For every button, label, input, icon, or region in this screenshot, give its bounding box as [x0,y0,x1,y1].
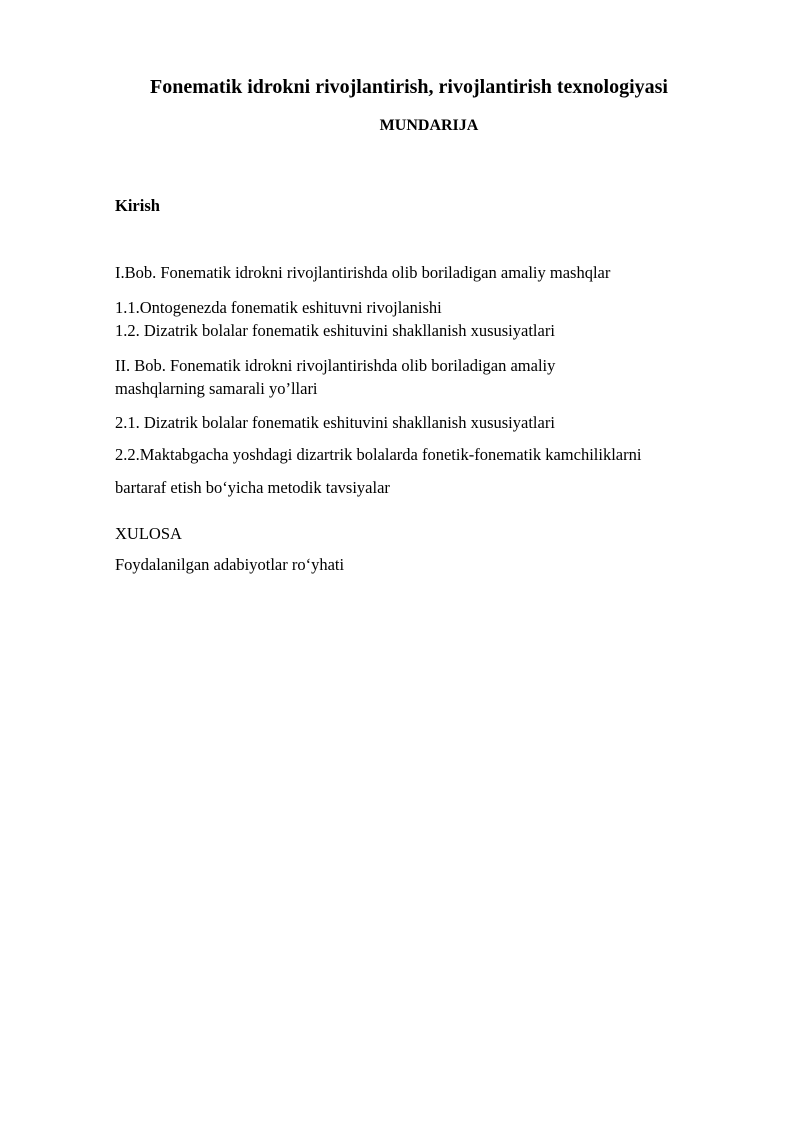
toc-item-chapter-1: I.Bob. Fonematik idrokni rivojlantirishda olib boriladigan amaliy mashqlar [115,263,611,282]
toc-item-references: Foydalanilgan adabiyotlar ro‘yhati [115,555,345,574]
document-title: Fonematik idrokni rivojlantirish, rivojlantirish texnologiyasi [150,76,668,98]
toc-item-section-2-2-line-2: bartaraf etish bo‘yicha metodik tavsiyalar [115,478,390,497]
toc-item-section-2-2-line-1: 2.2.Maktabgacha yoshdagi dizartrik bolalarda fonetik-fonematik kamchiliklarni [115,445,642,464]
toc-item-section-2-1: 2.1. Dizatrik bolalar fonematik eshituvini shakllanish xususiyatlari [115,413,555,432]
toc-item-conclusion: XULOSA [115,524,182,543]
toc-item-section-1-2: 1.2. Dizatrik bolalar fonematik eshituvini shakllanish xususiyatlari [115,321,555,340]
toc-item-chapter-2-line-1: II. Bob. Fonematik idrokni rivojlantirishda olib boriladigan amaliy [115,356,556,375]
toc-heading: MUNDARIJA [379,117,479,134]
toc-item-intro: Kirish [115,196,160,215]
toc-item-chapter-2-line-2: mashqlarning samarali yo’llari [115,379,318,398]
toc-item-section-1-1: 1.1.Ontogenezda fonematik eshituvni rivojlanishi [115,298,442,317]
